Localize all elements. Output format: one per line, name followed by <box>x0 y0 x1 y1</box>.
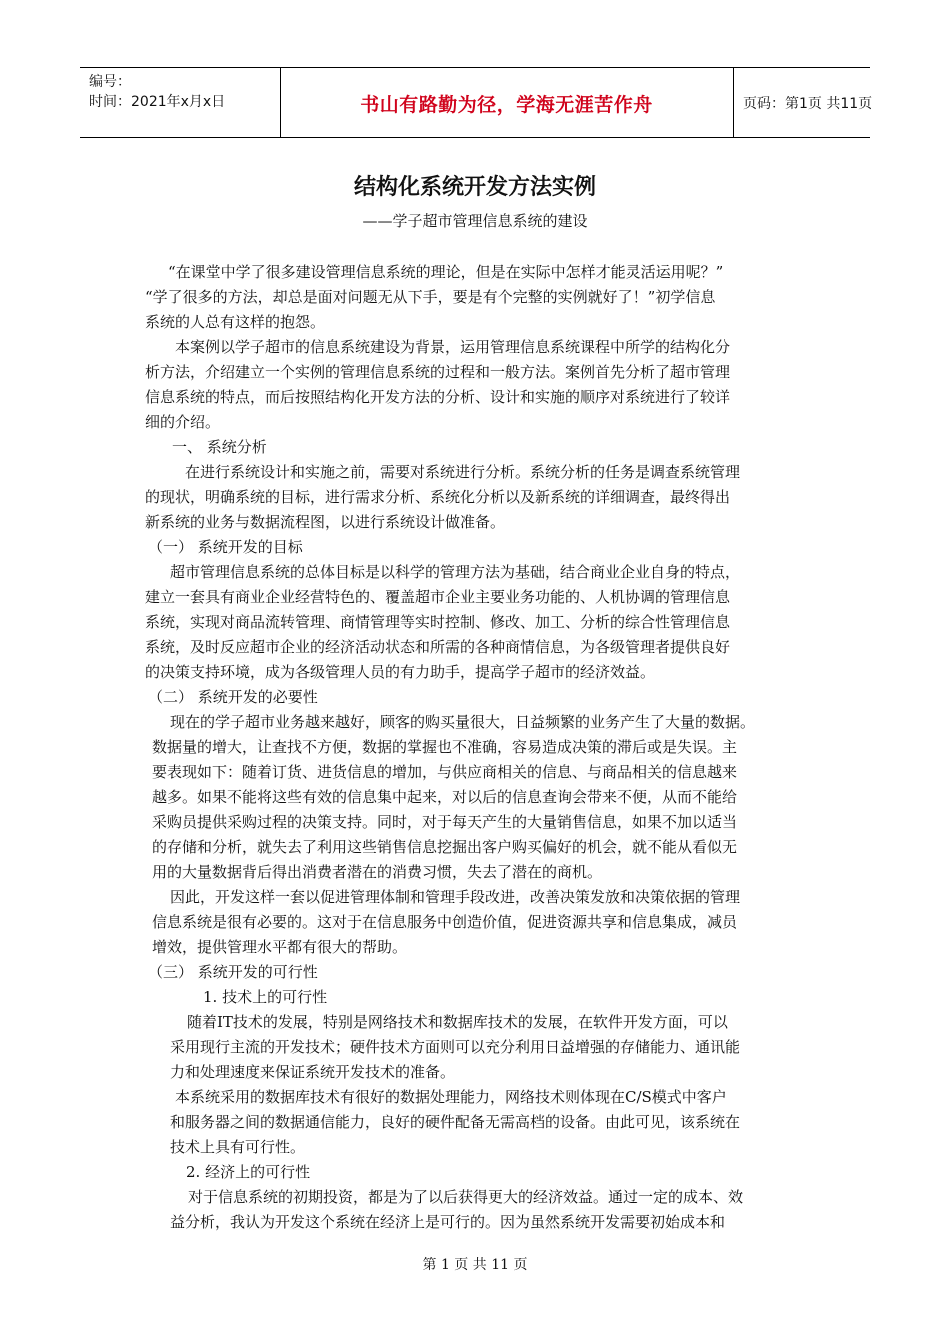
text-line: 本案例以学子超市的信息系统建设为背景，运用管理信息系统课程中所学的结构化分 <box>175 338 731 356</box>
section-heading: 一、 系统分析 <box>172 438 267 456</box>
text-line: 超市管理信息系统的总体目标是以科学的管理方法为基础，结合商业企业自身的特点， <box>170 563 741 581</box>
page-header <box>80 67 873 138</box>
text-line: 的存储和分析，就失去了利用这些销售信息挖掘出客户购买偏好的机会，就不能从看似无 <box>152 838 738 856</box>
text-line: 现在的学子超市业务越来越好，顾客的购买量很大，日益频繁的业务产生了大量的数据。 <box>170 713 756 731</box>
text-line: 和服务器之间的数据通信能力，良好的硬件配备无需高档的设备。由此可见，该系统在 <box>170 1113 741 1131</box>
subsection-heading: （三） 系统开发的可行性 <box>148 963 318 981</box>
text-line: 采购员提供采购过程的决策支持。同时，对于每天产生的大量销售信息，如果不加以适当 <box>152 813 738 831</box>
text-line: 随着IT技术的发展，特别是网络技术和数据库技术的发展，在软件开发方面，可以 <box>187 1013 728 1031</box>
date-label: 时间：2021年x月x日 <box>89 94 226 110</box>
text-line: 越多。如果不能将这些有效的信息集中起来，对以后的信息查询会带来不便，从而不能给 <box>152 788 738 806</box>
text-line: 益分析，我认为开发这个系统在经济上是可行的。因为虽然系统开发需要初始成本和 <box>170 1213 726 1231</box>
text-line: “学了很多的方法，却总是面对问题无从下手，要是有个完整的实例就好了！”初学信息 <box>145 288 716 306</box>
text-line: 建立一套具有商业企业经营特色的、覆盖超市企业主要业务功能的、人机协调的管理信息 <box>145 588 731 606</box>
text-line: 系统，实现对商品流转管理、商情管理等实时控制、修改、加工、分析的综合性管理信息 <box>145 613 731 631</box>
motto: 书山有路勤为径，学海无涯苦作舟 <box>360 94 653 116</box>
page-footer: 第 1 页 共 11 页 <box>422 1257 528 1273</box>
text-line: 信息系统的特点，而后按照结构化开发方法的分析、设计和实施的顺序对系统进行了较详 <box>145 388 731 406</box>
subsection-heading: （一） 系统开发的目标 <box>148 538 303 556</box>
header-info-cell <box>80 68 281 137</box>
number-label: 编号： <box>89 74 131 90</box>
numbered-heading: 1. 技术上的可行性 <box>203 988 328 1006</box>
text-line: 析方法，介绍建立一个实例的管理信息系统的过程和一般方法。案例首先分析了超市管理 <box>145 363 731 381</box>
text-line: 要表现如下：随着订货、进货信息的增加，与供应商相关的信息、与商品相关的信息越来 <box>152 763 738 781</box>
header-page-cell <box>733 68 873 137</box>
text-line: 的现状，明确系统的目标，进行需求分析、系统化分析以及新系统的详细调查，最终得出 <box>145 488 731 506</box>
text-line: 系统，及时反应超市企业的经济活动状态和所需的各种商情信息，为各级管理者提供良好 <box>145 638 731 656</box>
text-line: 数据量的增大，让查找不方便，数据的掌握也不准确，容易造成决策的滞后或是失误。主 <box>152 738 738 756</box>
text-line: 系统的人总有这样的抱怨。 <box>145 313 326 331</box>
text-line: 细的介绍。 <box>145 413 221 431</box>
text-line: 采用现行主流的开发技术；硬件技术方面则可以充分利用日益增强的存储能力、通讯能 <box>170 1038 741 1056</box>
text-line: 的决策支持环境，成为各级管理人员的有力助手，提高学子超市的经济效益。 <box>145 663 656 681</box>
text-line: 因此，开发这样一套以促进管理体制和管理手段改进，改善决策发放和决策依据的管理 <box>170 888 741 906</box>
text-line: 新系统的业务与数据流程图，以进行系统设计做准备。 <box>145 513 506 531</box>
numbered-heading: 2. 经济上的可行性 <box>186 1163 311 1181</box>
text-line: 本系统采用的数据库技术有很好的数据处理能力，网络技术则体现在C/S模式中客户 <box>175 1088 727 1106</box>
text-line: 技术上具有可行性。 <box>170 1138 306 1156</box>
page-info: 页码：第1页 共11页 <box>743 96 873 112</box>
text-line: 信息系统是很有必要的。这对于在信息服务中创造价值，促进资源共享和信息集成，减员 <box>152 913 738 931</box>
text-line: “在课堂中学了很多建设管理信息系统的理论，但是在实际中怎样才能灵活运用呢？” <box>168 263 724 281</box>
document-title: 结构化系统开发方法实例 <box>353 175 596 200</box>
header-motto-cell <box>280 68 734 137</box>
subsection-heading: （二） 系统开发的必要性 <box>148 688 318 706</box>
text-line: 增效，提供管理水平都有很大的帮助。 <box>152 938 408 956</box>
text-line: 用的大量数据背后得出消费者潜在的消费习惯，失去了潜在的商机。 <box>152 863 603 881</box>
text-line: 在进行系统设计和实施之前，需要对系统进行分析。系统分析的任务是调查系统管理 <box>185 463 741 481</box>
document-subtitle: ——学子超市管理信息系统的建设 <box>362 212 588 230</box>
text-line: 对于信息系统的初期投资，都是为了以后获得更大的经济效益。通过一定的成本、效 <box>188 1188 744 1206</box>
text-line: 力和处理速度来保证系统开发技术的准备。 <box>170 1063 456 1081</box>
